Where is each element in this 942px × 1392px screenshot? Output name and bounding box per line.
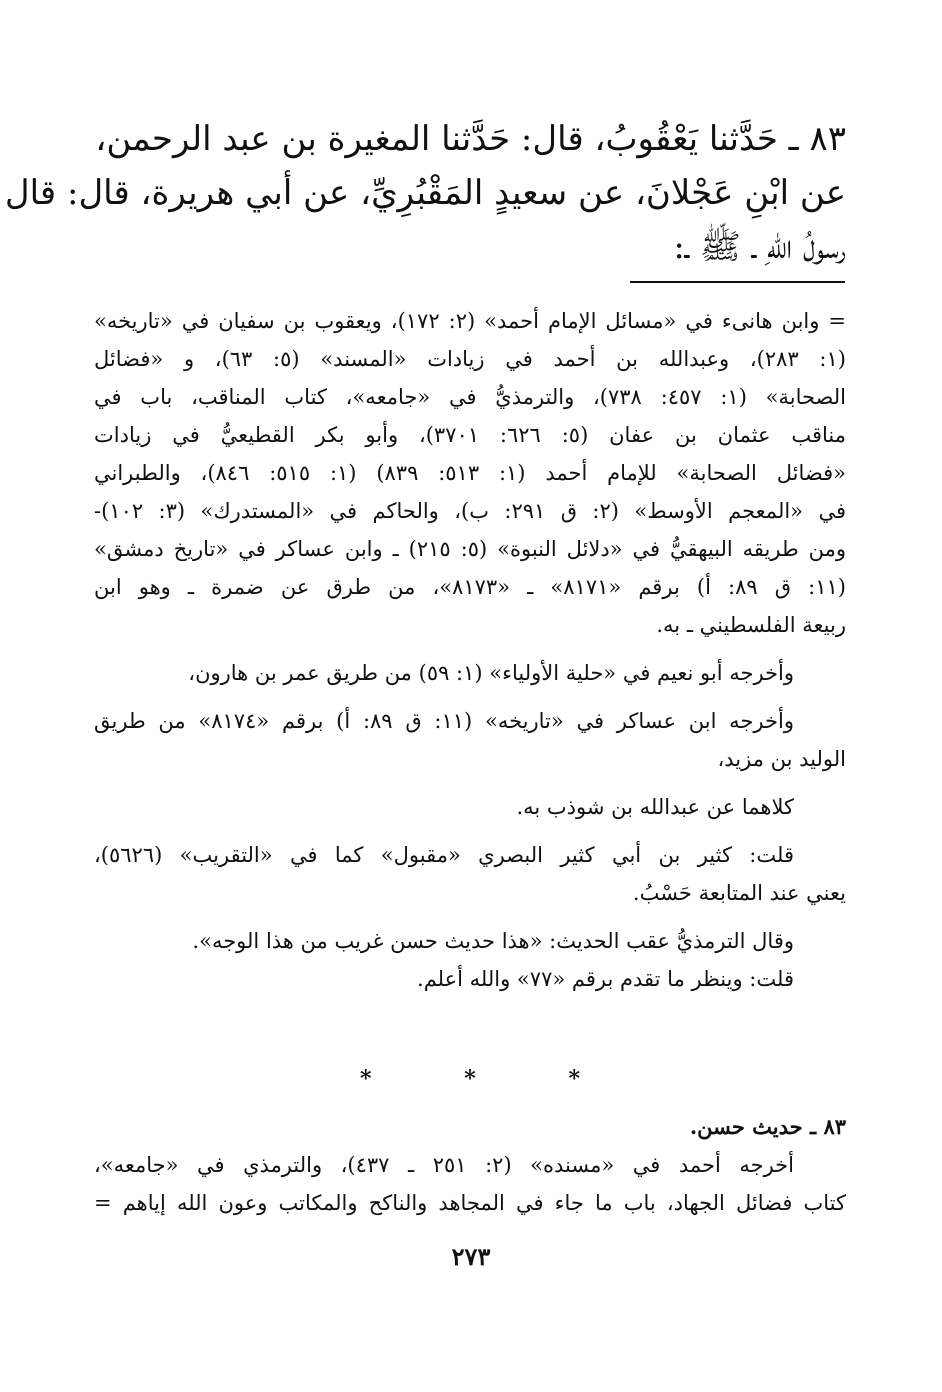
footnote-line: وأخرجه ابن عساكر في «تاريخه» (١١: ق ٨٩: أ) برقم «٨١٧٤» من طريق <box>94 709 794 733</box>
separator-star: * <box>360 1066 372 1092</box>
footnote-line: في «المعجم الأوسط» (٢: ق ٢٩١: ب)، والحاكم في «المستدرك» (٣: ١٠٢)- <box>94 499 846 523</box>
footnote-paragraph <box>94 922 846 960</box>
footnote-paragraph <box>94 836 846 912</box>
footnote-line: وأخرجه أبو نعيم في «حلية الأولياء» (١: ٥٩) من طريق عمر بن هارون، <box>188 661 794 685</box>
takhrij-line: أخرجه أحمد في «مسنده» (٢: ٢٥١ ـ ٤٣٧)، والترمذي في «جامعه»، <box>94 1153 794 1177</box>
footnote-line: مناقب عثمان بن عفان (٥: ٦٢٦: ٣٧٠١)، وأبو بكر القطيعيُّ في زيادات <box>94 423 846 447</box>
takhrij-heading: ٨٣ ـ حديث حسن. <box>689 1114 846 1139</box>
footnote-line: كلاهما عن عبدالله بن شوذب به. <box>516 795 794 819</box>
takhrij-section <box>94 1108 846 1222</box>
footnote-paragraph <box>94 654 846 692</box>
footnote-line: «فضائل الصحابة» للإمام أحمد (١: ٥١٣: ٨٣٩) (١: ٥١٥: ٨٤٦)، والطبراني <box>94 461 846 485</box>
footnote-paragraph <box>94 302 846 644</box>
footnotes <box>94 302 846 998</box>
takhrij-line: كتاب فضائل الجهاد، باب ما جاء في المجاهد والناكح والمكاتب وعون الله إياهم = <box>94 1191 846 1215</box>
footnote-line: ومن طريقه البيهقيُّ في «دلائل النبوة» (٥: ٢١٥) ـ وابن عساكر في «تاريخ دمشق» <box>94 537 846 561</box>
hadith-line: عن ابْنِ عَجْلانَ، عن سعيدٍ المَقْبُرِيِّ، عن أبي هريرة، قال: قال <box>4 173 846 213</box>
footnote-paragraph <box>94 788 846 826</box>
footnote-line: وقال الترمذيُّ عقب الحديث: «هذا حديث حسن غريب من هذا الوجه». <box>192 929 794 953</box>
footnote-line: (١١: ق ٨٩: أ) برقم «٨١٧١» ـ «٨١٧٣»، من طرق عن ضمرة ـ وهو ابن <box>94 575 846 599</box>
page-number: ٢٧٣ <box>451 1242 491 1271</box>
footnote-line: الوليد بن مزيد، <box>717 747 846 771</box>
separator-star: * <box>568 1066 580 1092</box>
hadith-line: ٨٣ ـ حَدَّثنا يَعْقُوبُ، قال: حَدَّثنا المغيرة بن عبد الرحمن، <box>95 119 846 159</box>
footnote-line: الصحابة» (١: ٤٥٧: ٧٣٨)، والترمذيُّ في «جامعه»، كتاب المناقب، باب في <box>94 385 846 409</box>
section-separator-stars <box>360 1066 580 1092</box>
footnote-paragraph <box>94 702 846 778</box>
footnote-separator-rule <box>630 281 845 283</box>
footnote-line: يعني عند المتابعة حَسْبُ. <box>632 881 846 905</box>
hadith-line: رسولُ اللهِ ـ ﷺ ـ: <box>673 227 846 267</box>
hadith-text <box>4 112 846 274</box>
footnote-line: = وابن هانىء في «مسائل الإمام أحمد» (٢: ١٧٢)، ويعقوب بن سفيان في «تاريخه» <box>94 309 846 333</box>
footnote-line: (١: ٢٨٣)، وعبدالله بن أحمد في زيادات «المسند» (٥: ٦٣)، و «فضائل <box>94 347 846 371</box>
footnote-line: قلت: وينظر ما تقدم برقم «٧٧» والله أعلم. <box>417 967 794 991</box>
footnote-paragraph <box>94 960 846 998</box>
footnote-line: قلت: كثير بن أبي كثير البصري «مقبول» كما في «التقريب» (٥٦٢٦)، <box>94 843 794 867</box>
separator-star: * <box>464 1066 476 1092</box>
footnote-line: ربيعة الفلسطيني ـ به. <box>656 613 846 637</box>
